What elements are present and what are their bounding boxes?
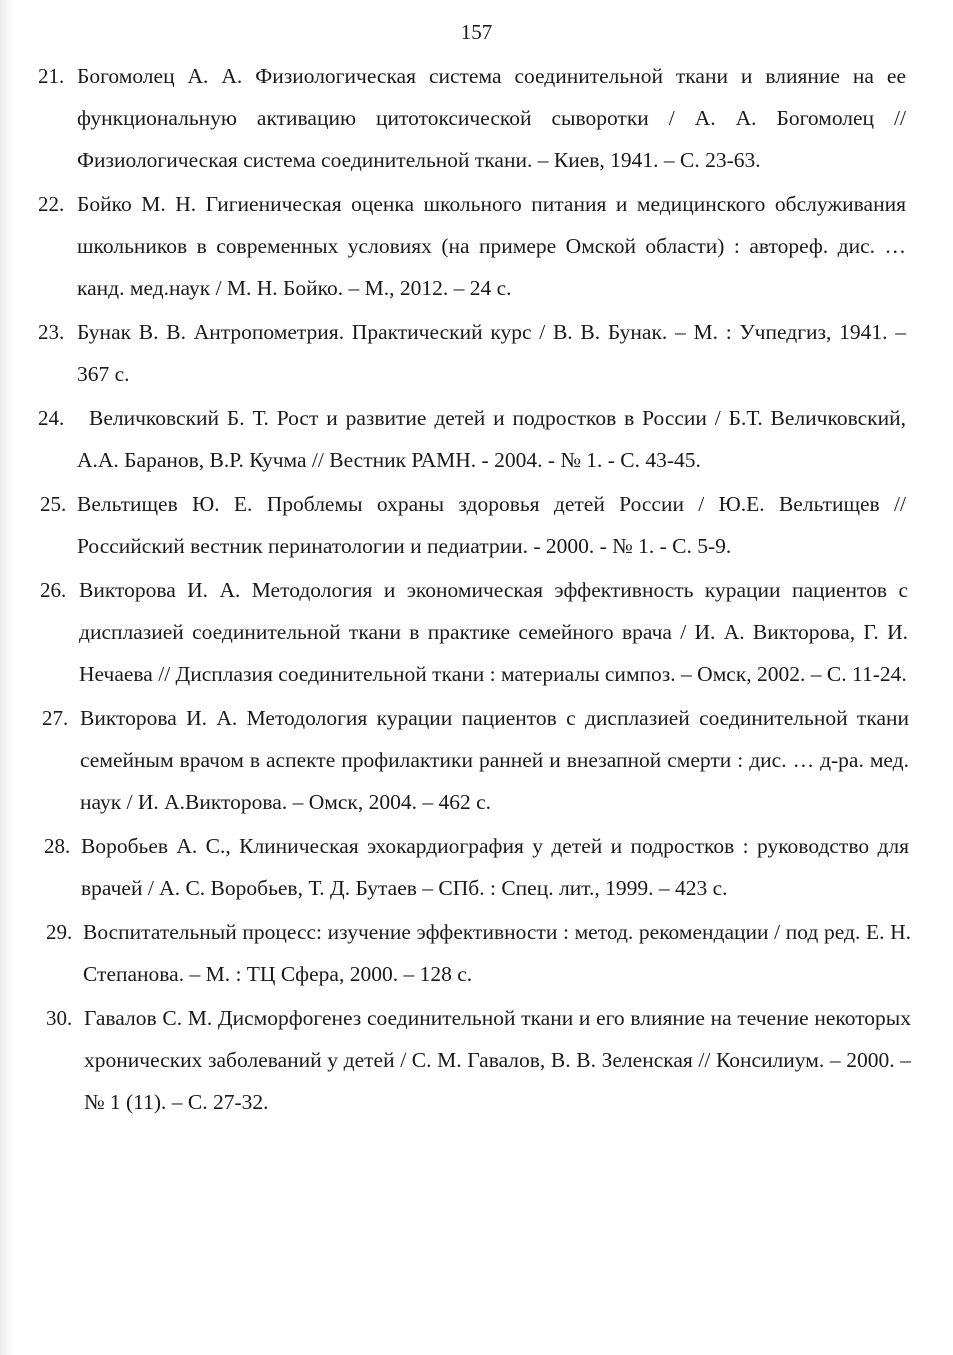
reference-text: Вельтищев Ю. Е. Проблемы охраны здоровья детей России / Ю.Е. Вельтищев // Российский вестник перинатологии и педиатрии. - 2000. - № 1. - С. 5-9. — [77, 492, 906, 558]
reference-text: Викторова И. А. Методология курации пациентов с дисплазией соединительной ткани семейным врачом в аспекте профилактики ранней и внезапной смерти : дис. … д-ра. мед. наук / И. А.Викторова. – Омск, 2004. – 462 с. — [80, 706, 909, 814]
reference-text: Викторова И. А. Методология и экономическая эффективность курации пациентов с дисплазией соединительной ткани в практике семейного врача / И. А. Викторова, Г. И. Нечаева // Дисплазия соединительной ткани : материалы симпоз. – Омск, 2002. – С. 11-24. — [79, 578, 908, 686]
reference-text: Бунак В. В. Антропометрия. Практический курс / В. В. Бунак. – М. : Учпедгиз, 1941. – 367 с. — [77, 320, 906, 386]
reference-text: Бойко М. Н. Гигиеническая оценка школьного питания и медицинского обслуживания школьников в современных условиях (на примере Омской области) : автореф. дис. … канд. мед.наук / М. Н. Бойко. – М., 2012. – 24 с. — [77, 192, 906, 300]
reference-number: 25. — [40, 492, 67, 516]
reference-item — [0, 483, 953, 567]
reference-text: Воробьев А. С., Клиническая эхокардиография у детей и подростков : руководство для врачей / А. С. Воробьев, Т. Д. Бутаев – СПб. : Спец. лит., 1999. – 423 с. — [81, 834, 909, 900]
reference-number: 24. — [38, 406, 65, 430]
reference-item — [0, 55, 953, 181]
reference-item — [0, 397, 953, 481]
reference-text: Воспитательный процесс: изучение эффективности : метод. рекомендации / под ред. Е. Н. Степанова. – М. : ТЦ Сфера, 2000. – 128 с. — [83, 920, 911, 986]
reference-number: 30. — [46, 1006, 73, 1030]
reference-number: 23. — [38, 320, 65, 344]
reference-number: 21. — [38, 64, 65, 88]
reference-item — [0, 825, 953, 909]
reference-number: 27. — [42, 706, 69, 730]
reference-text: Гавалов С. М. Дисморфогенез соединительной ткани и его влияние на течение некоторых хронических заболеваний у детей / С. М. Гавалов, В. В. Зеленская // Консилиум. – 2000. – № 1 (11). – С. 27-32. — [84, 1006, 911, 1114]
reference-number: 29. — [46, 920, 73, 944]
reference-text: Величковский Б. Т. Рост и развитие детей и подростков в России / Б.Т. Величковский, А.А. Баранов, В.Р. Кучма // Вестник РАМН. - 2004. - № 1. - С. 43-45. — [77, 406, 906, 472]
reference-number: 26. — [40, 578, 67, 602]
reference-item — [0, 911, 953, 995]
reference-item — [0, 997, 953, 1123]
page-number: 157 — [460, 20, 493, 44]
reference-item — [0, 569, 953, 695]
reference-item — [0, 697, 953, 823]
reference-number: 28. — [44, 834, 71, 858]
reference-text: Богомолец А. А. Физиологическая система соединительной ткани и влияние на ее функциональную активацию цитотоксической сыворотки / А. А. Богомолец // Физиологическая система соединительной ткани. – Киев, 1941. – С. 23-63. — [77, 64, 906, 172]
reference-list — [0, 55, 953, 1123]
reference-item — [0, 183, 953, 309]
reference-number: 22. — [38, 192, 65, 216]
reference-item — [0, 311, 953, 395]
